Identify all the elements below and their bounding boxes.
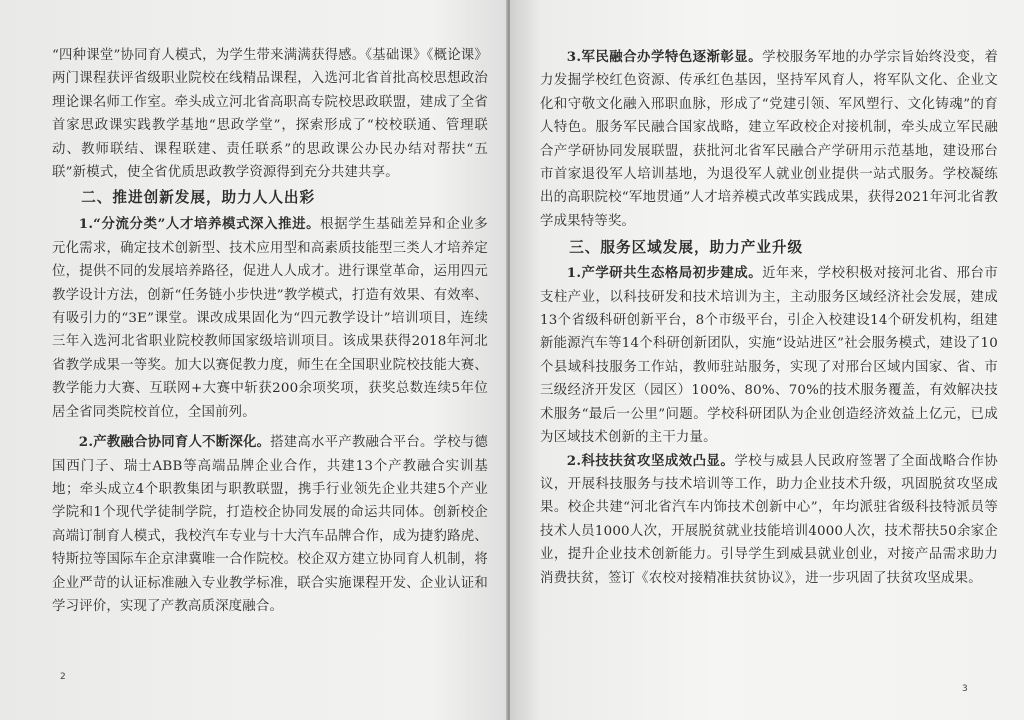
item-3-body: 学校服务军地的办学宗旨始终没变，着力发掘学校红色资源、传承红色基因，坚持军风育人，将军队文化、企业文化和守敬文化融入邢职血脉，形成了“党建引领、军风塑行、文化铸魂”的育人特色。服务军民融合国家战略，建立军政校企对接机制，牵头成立军民融合产学研协同发展联盟，获批河北省军民融合产学研用示范基地，建设邢台市首家退役军人培训基地，为退役军人就业创业提供一站式服务。学校凝练出的高职院校“军地贯通”人才培养模式改革实践成果，获得2021年河北省教学成果特等奖。 (540, 50, 998, 229)
item-5-lead: 2.科技扶贫攻坚成效凸显。 (566, 452, 735, 469)
item-4-lead: 1.产学研共生态格局初步建成。 (566, 265, 763, 282)
item-5-paragraph (540, 450, 998, 590)
page-number-left: 2 (60, 672, 66, 682)
item-3-lead: 3.军民融合办学特色逐渐彰显。 (566, 49, 763, 65)
item-1-paragraph (52, 213, 488, 424)
left-page (0, 0, 508, 720)
item-3-paragraph (540, 46, 998, 233)
item-4-paragraph (540, 262, 998, 449)
item-2-body: 搭建高水平产教融合平台。学校与德国西门子、瑞士ABB等高端品牌企业合作，共建13个产教融合实训基地；牵头成立4个职教集团与职教联盟，携手行业领先企业共建5个产业学院和1个现代学徒制学院，打造校企协同发展的命运共同体。创新校企高端订制育人模式，我校汽车专业与十大汽车品牌合作，成为捷豹路虎、特斯拉等国际车企京津冀唯一合作院校。校企双方建立协同育人机制，将企业严苛的认证标准融入专业教学标准，联合实施课程开发、企业认证和学习评价，实现了产教高质深度融合。 (52, 435, 488, 614)
item-1-body: 根据学生基础差异和企业多元化需求，确定技术创新型、技术应用型和高素质技能型三类人才培养定位，提供不同的发展培养路径，促进人人成才。进行课堂革命，运用四元教学设计方法，创新“任务链小步快进”教学模式，打造有效果、有效率、有吸引力的“3E”课堂。课改成果固化为“四元教学设计”培训项目，连续三年入选河北省职业院校教师国家级培训项目。该成果获得2018年河北省教学成果一等奖。加大以赛促教力度，师生在全国职业院校技能大赛、教学能力大赛、互联网+大赛中斩获200余项奖项，获奖总数连续5年位居全省同类院校首位，全国前列。 (52, 217, 488, 420)
section-heading-2: 二、推进创新发展，助力人人出彩 (81, 189, 316, 207)
intro-paragraph: “四种课堂”协同育人模式，为学生带来满满获得感。《基础课》《概论课》两门课程获评省级职业院校在线精品课程，入选河北省首批高校思想政治理论课名师工作室。牵头成立河北省高职高专院校思政联盟，建成了全省首家思政课实践教学基地“思政学堂”，探索形成了“校校联通、管理联动、教师联结、课程联建、责任联系”的思政课公办民办结对帮扶“五联”新模式，使全省优质思政教学资源得到充分共建共享。 (52, 48, 488, 181)
item-5-body: 学校与威县人民政府签署了全面战略合作协议，开展科技服务与技术培训等工作，助力企业技术升级，巩固脱贫攻坚成果。校企共建“河北省汽车内饰技术创新中心”，年均派驻省级科技特派员等技术人员1000人次，开展脱贫就业技能培训4000人次，技术帮扶50余家企业，提升企业技术创新能力。引导学生到威县就业创业，对接产品需求助力消费扶贫，签订《农校对接精准扶贫协议》，进一步巩固了扶贫攻坚成果。 (540, 453, 998, 586)
page-number-right: 3 (962, 684, 968, 694)
item-2-paragraph (52, 431, 488, 618)
right-page (510, 0, 1024, 720)
item-2-lead: 2.产教融合协同育人不断深化。 (78, 434, 271, 451)
item-1-lead: 1.“分流分类”人才培养模式深入推进。 (78, 216, 321, 233)
section-heading-3: 三、服务区域发展，助力产业升级 (569, 239, 804, 257)
item-4-body: 近年来，学校积极对接河北省、邢台市支柱产业，以科技研发和技术培训为主，主动服务区域经济社会发展，建成13个省级科研创新平台，8个市级平台，引企入校建设14个研发机构，组建新能源汽车等14个科研创新团队，实施“设站进区”社会服务模式，建设了10个县域科技服务工作站，教师驻站服务，实现了对邢台区域内国家、省、市三级经济开发区（园区）100%、80%、70%的技术服务覆盖，有效解决技术服务“最后一公里”问题。学校科研团队为企业创造经济效益上亿元，已成为区域技术创新的主干力量。 (540, 266, 998, 446)
